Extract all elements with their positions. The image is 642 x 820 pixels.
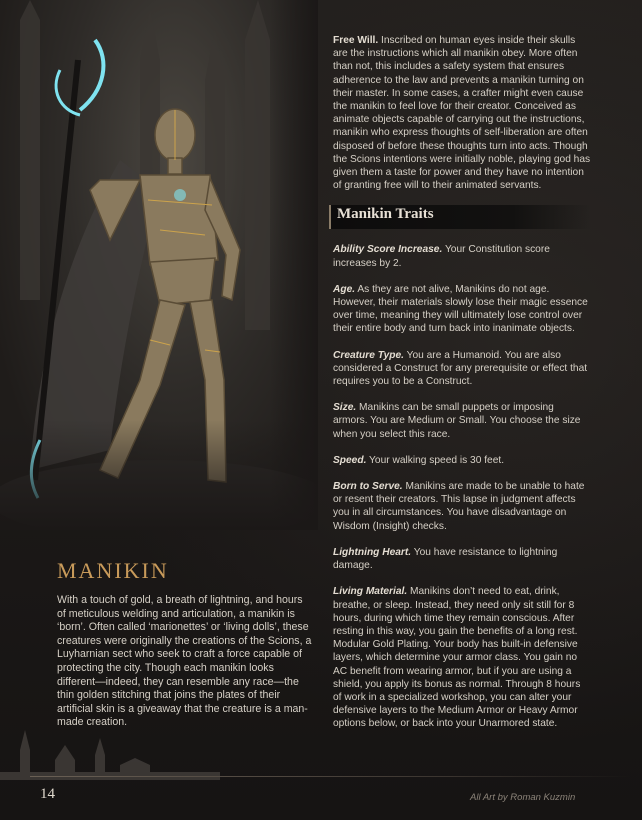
trait-text: Your walking speed is 30 feet. (366, 454, 505, 466)
trait-living-material (333, 585, 591, 730)
art-right-fade (270, 0, 318, 530)
free-will-text: Inscribed on human eyes inside their skulls are the instructions which all manikin obey. More often than not, this includes a safety system that ensures adherence to the law and prevents a manikin turning on their master. In some cases, a crafter might even cause the manikin to feel love for their creator. Conceived as animate objects capable of carrying out the instructions, manikin who express thoughts of self-liberation are often disposed of before these thoughts turn into acts. Though the Scions intentions were initially noble, playing god has given them a taste for power and they have no intention of granting free will to their animated servants. (333, 35, 591, 192)
page-number: 14 (40, 786, 55, 802)
free-will-paragraph (333, 34, 591, 192)
right-column (333, 34, 591, 744)
trait-name: Age. (333, 283, 356, 295)
trait-text: Manikins are made to be unable to hate or resent their creators. This lapse in judgment affects you in all circumstances. You have disadvantage on Wisdom (Insight) checks. (333, 481, 585, 532)
race-intro: With a touch of gold, a breath of lightning, and hours of meticulous welding and articulation, a manikin is ‘born’. Often called ‘marionettes’ or ‘living dolls’, these creatures were originally the creations of the Scions, a Luyharnian sect who seek to craft a force capable of protecting the city. Though each manikin looks different—indeed, they can resemble any race—the thin golden stitching that joins the plates of their artificial skin is a giveaway that the creature is a man-made creation. (57, 594, 312, 729)
trait-lightning-heart (333, 546, 591, 572)
traits-heading: Manikin Traits (337, 206, 434, 223)
trait-text: You have resistance to lightning damage. (333, 546, 558, 572)
trait-speed (333, 454, 591, 467)
traits-section-header (329, 205, 591, 229)
free-will-lead: Free Will. (333, 35, 379, 46)
trait-text: As they are not alive, Manikins do not age. However, their materials slowly lose their magic essence over time, meaning they will ultimately lose control over their entire body and turn back into inanimate objects. (333, 283, 588, 335)
trait-name: Creature Type. (333, 349, 404, 361)
trait-ability-score (333, 243, 591, 269)
trait-text: You are a Humanoid. You are also considered a Construct for any prerequisite or effect that requires you to be a Construct. (333, 349, 588, 388)
trait-age (333, 283, 591, 336)
lightning-heart-glow (174, 189, 186, 201)
trait-name: Born to Serve. (333, 481, 403, 493)
trait-born-to-serve (333, 480, 591, 533)
staff-crescent-top (80, 40, 103, 110)
trait-name: Lightning Heart. (333, 546, 412, 558)
trait-creature-type (333, 349, 591, 389)
trait-text: Manikins don’t need to eat, drink, breathe, or sleep. Instead, they need only sit still for 8 hours, during which time they remain conscious. After resting in this way, you gain the benefits of a long rest. Modular Gold Plating. Your body has built-in defensive layers, which determine your armor class. You gain no AC benefit from wearing armor, but if you are using a shield, you apply its bonus as normal. Through 8 hours of work in a specialized workshop, you can alter your defensive layers to the Medium Armor or Heavy Armor options below, or back into your Unarmored state. (333, 586, 581, 730)
trait-text: Manikins can be small puppets or imposing armors. You are Medium or Small. You choose the size when you select this race. (333, 402, 581, 440)
trait-name: Ability Score Increase. (333, 244, 443, 256)
trait-name: Size. (333, 402, 357, 414)
footer-divider (30, 776, 630, 777)
city-skyline-ornament (0, 720, 220, 780)
trait-name: Living Material. (333, 586, 408, 598)
trait-text: Your Constitution score increases by 2. (333, 244, 550, 269)
manikin-illustration (0, 0, 318, 530)
race-title: MANIKIN (57, 558, 169, 583)
art-credit: All Art by Roman Kuzmin (470, 792, 576, 803)
trait-size (333, 401, 591, 441)
trait-name: Speed. (333, 454, 367, 466)
